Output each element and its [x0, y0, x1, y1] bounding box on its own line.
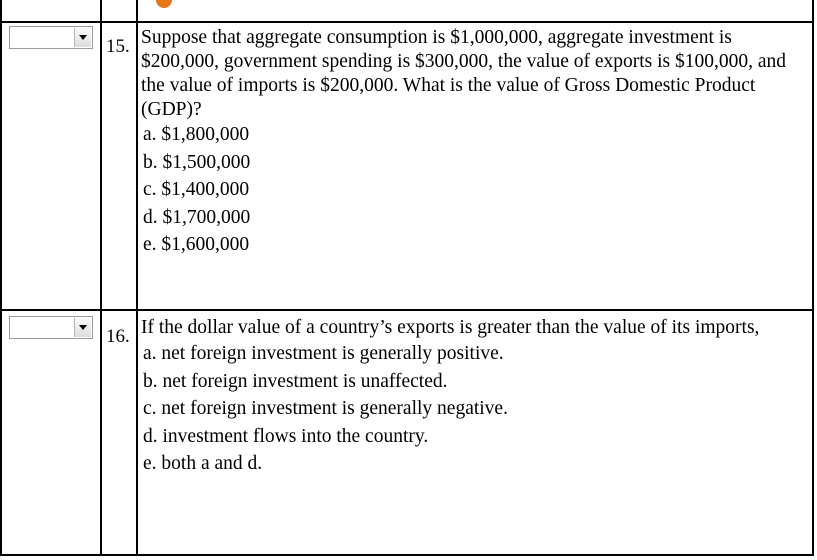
answer-select-q15[interactable] [9, 26, 93, 49]
question-stem: If the dollar value of a country’s exports is greater than the value of its imports, [141, 317, 760, 338]
table-border-top [0, 21, 814, 23]
option-d: d. $1,700,000 [143, 206, 251, 228]
table-border-bottom [0, 554, 814, 556]
option-list [143, 340, 508, 478]
option-c: c. $1,400,000 [143, 179, 250, 200]
option-e: e. $1,600,000 [143, 234, 250, 255]
table-divider-number-question [136, 0, 138, 556]
option-a: a. $1,800,000 [143, 124, 250, 145]
question-stem: Suppose that aggregate consumption is $1,000,000, aggregate investment is $200,000, government spending is $300,000, the value of exports is $100,000, and the value of imports is $200,000. What is the value of Gross Domestic Product (GDP)? [141, 27, 787, 120]
table-border-right [812, 0, 814, 556]
option-e: e. both a and d. [143, 453, 263, 474]
question-number: 15. [106, 36, 130, 57]
table-divider-select-number [100, 0, 102, 556]
option-b: b. net foreign investment is unaffected. [143, 370, 448, 392]
table-border-left [0, 0, 2, 556]
option-c: c. net foreign investment is generally negative. [143, 398, 508, 419]
option-list [143, 121, 250, 259]
option-a: a. net foreign investment is generally positive. [143, 343, 504, 364]
answer-select-q16[interactable] [9, 316, 93, 339]
option-b: b. $1,500,000 [143, 151, 251, 173]
table-row-divider [0, 309, 814, 311]
chevron-down-icon[interactable] [74, 318, 91, 337]
option-d: d. investment flows into the country. [143, 425, 429, 447]
chevron-down-icon[interactable] [74, 28, 91, 47]
question-number: 16. [106, 326, 130, 347]
orange-indicator-dot [156, 0, 172, 8]
